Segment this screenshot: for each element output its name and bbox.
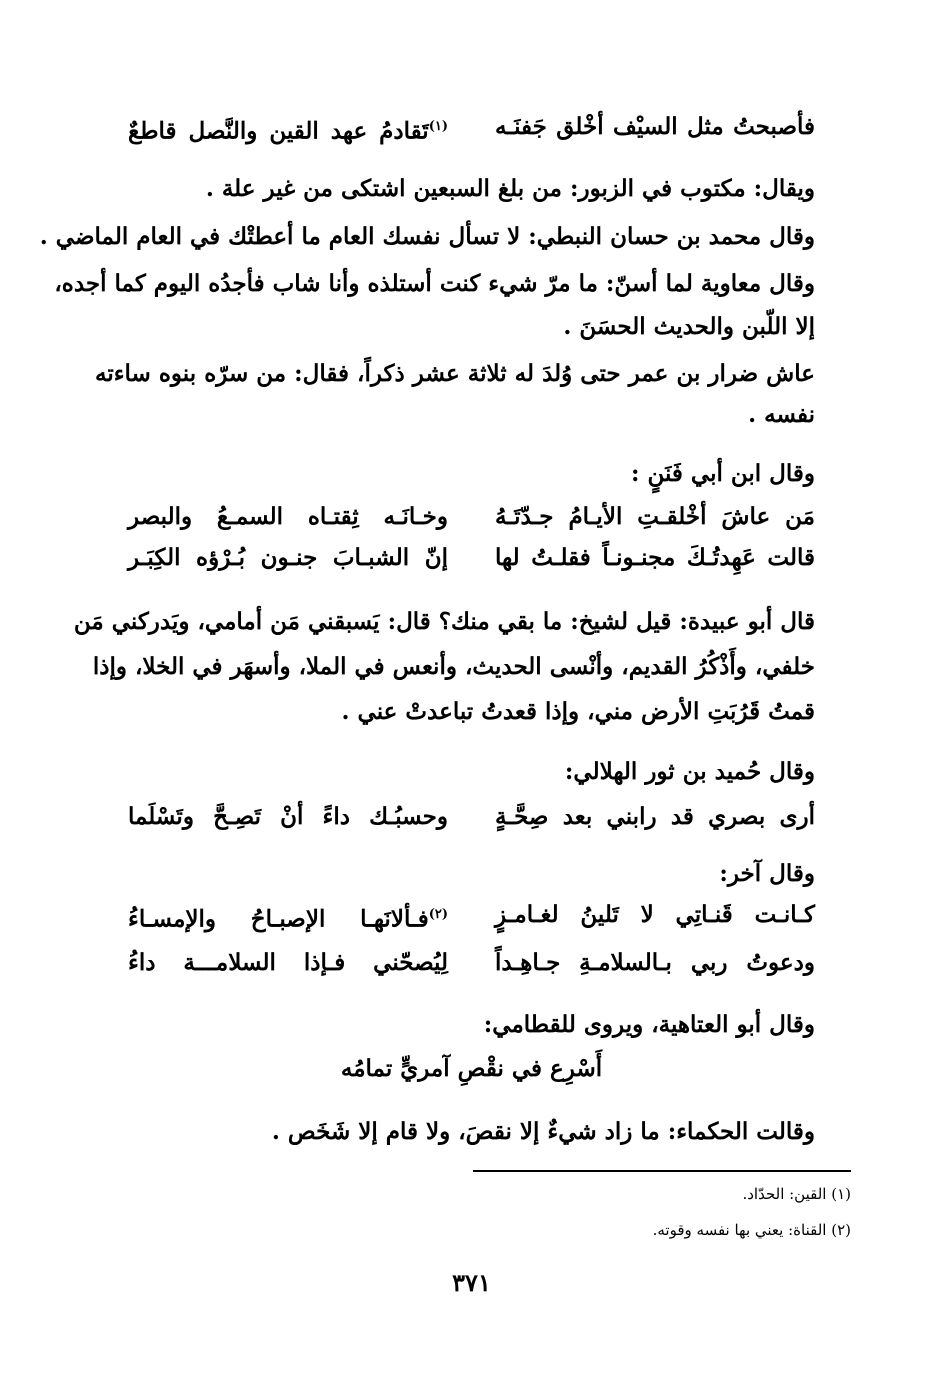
poem4-line2-right: ودعوتُ ربي بـالسلامـةِ جـاهِـداً [495,949,815,976]
page-number: ٣٧١ [452,1268,491,1297]
paragraph-muawiya-line2: إلا اللّبن والحديث الحسَنَ . [563,313,815,340]
poem3-right-hemistich: أرى بصري قد رابني بعد صِحَّـةٍ [495,803,815,830]
poem2-line1-left: وخـانَـه ثِقتـاه السمـعُ والبصر [128,503,448,530]
paragraph-nabati: وقال محمد بن حسان النبطي: لا تسأل نفسك العام ما أعطتْك في العام الماضي . [39,223,815,250]
paragraph-zabur: ويقال: مكتوب في الزبور: من بلغ السبعين اشتكى من غير علة . [205,175,815,202]
poem4-line2-left: لِيُصحّني فـإذا السلامـــة داءُ [128,949,448,976]
intro-abu-atahiya: وقال أبو العتاهية، ويروى للقطامي: [483,1011,815,1038]
hemistich-centered: أَسْرِع في نقْصِ آمريٍّ تمامُه [340,1055,603,1082]
poem2-line2-right: قالت عَهِدتُـكَ مجنـونـاً فقلـتُ لها [495,544,815,571]
poem3-left-hemistich: وحسبُـك داءً أنْ تَصِـحَّ وتَسْلَما [128,803,448,830]
paragraph-muawiya-line1: وقال معاوية لما أسنّ: ما مرّ شيء كنت أستلذه وأنا شاب فأجدُه اليوم كما أجده، [54,270,815,297]
intro-humaid: وقال حُميد بن ثور الهلالي: [564,758,815,785]
intro-akhar: وقال آخر: [719,860,815,887]
footnote-1: (١) القين: الحدّاد. [742,1185,851,1203]
paragraph-abu-ubayda-line2: خلفي، وأَذْكُرُ القديم، وأنْسى الحديث، وأنعس في الملا، وأسهَر في الخلا، وإذا [92,653,815,680]
paragraph-dirar-line1: عاش ضرار بن عمر حتى وُلدَ له ثلاثة عشر ذكراً، فقال: من سرّه بنوه ساءته [95,360,815,387]
poem1-left-hemistich: $^{(١)}$تَقادمُ عهد القين والنَّصل قاطعٌ [128,117,448,145]
intro-ibn-abi-fanan: وقال ابن أبي فَنَنٍ : [630,460,815,487]
poem2-line1-right: مَن عاشَ أخْلقـتِ الأيـامُ جـدّتَـهُ [495,503,815,530]
paragraph-abu-ubayda-line1: قال أبو عبيدة: قيل لشيخ: ما بقي منك؟ قال: يَسبقني مَن أمامي، ويَدركني مَن [73,608,815,635]
poem4-line1-right: كـانـت قَنـاتِي لا تَلينُ لغـامـزٍ [495,901,815,928]
paragraph-dirar-line2: نفسه . [748,401,815,428]
poem1-right-hemistich: فأصبحتُ مثل السيْف أخْلق جَفنَـه [495,113,815,140]
footnote-2: (٢) القناة: يعني بها نفسه وقوته. [652,1221,851,1239]
paragraph-hukama: وقالت الحكماء: ما زاد شيءٌ إلا نقصَ، ولا قام إلا شَخَص . [271,1118,815,1145]
footnote-marker-2: (٢) [428,907,448,922]
poem2-line2-left: إنّ الشبـابَ جنـون بُـرْؤه الكِبَـر [128,544,448,571]
poem4-line1-left: $^{(٢)}$فـألانَهـا الإصبـاحُ والإمسـاءُ [128,905,448,933]
footnote-marker-1: (١) [428,119,448,134]
paragraph-abu-ubayda-line3: قمتُ قَرُبَتِ الأرض مني، وإذا قعدتُ تباعدتْ عني . [341,698,815,725]
footnote-divider [473,1170,851,1172]
